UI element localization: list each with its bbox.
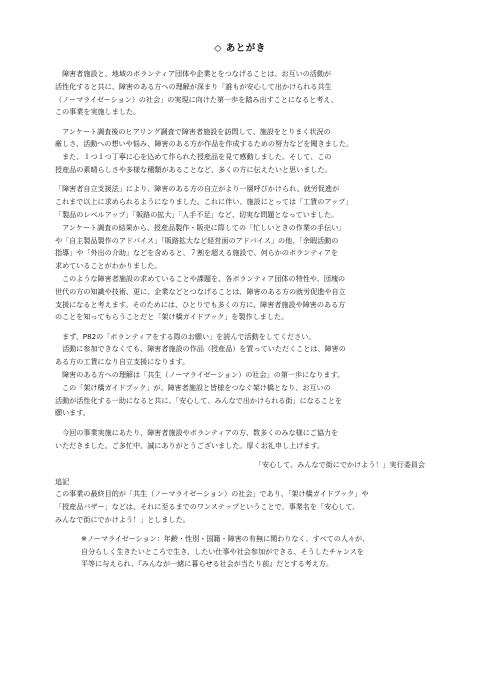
text-line: 活動に参加できなくても、障害者施設の作品（授産品）を買っていただくことは、障害の <box>55 344 346 354</box>
postscript <box>55 476 425 527</box>
text-line: みんなで街にでかけよう！」としました。 <box>55 515 190 524</box>
text-line: 支援になると考えます。そのためには、ひとりでも多くの方に、障害者施設や障害のある方 <box>55 299 346 309</box>
text-line: 「授産品バザー」などは、それに至るまでのワンステップということで、事業名を「安心して、 <box>55 502 360 512</box>
postscript-heading: 追記 <box>55 476 70 486</box>
text-line: 厳しさ、活動への想いや悩み、障害のある方が作品を作成するための努力などを聞きました。 <box>55 139 354 149</box>
text-line: ある方の工賃になり自立支援になります。 <box>55 357 190 367</box>
footnote <box>55 533 425 571</box>
text-line: アンケート調査の結果から、授産品製作・販売に際しての「忙しいときの作業の手伝い」 <box>55 222 346 232</box>
paragraph-3 <box>55 183 425 324</box>
text-line: 平等に与えられ、『みんなが一緒に暮らせる社会が当たり前』だとする考え方。 <box>81 559 334 569</box>
text-line: これまで以上に求められるようになりました。これに伴い、施設にとっては「工賃のアップ」 <box>55 197 353 207</box>
text-line: 授産品の素晴らしさや多様な種類があることなど、多くの方に伝えたいと思いました。 <box>55 165 332 175</box>
signature: 「安心して、みんなで街にでかけよう！」実行委員会 <box>254 459 425 469</box>
document-body <box>55 68 425 571</box>
text-line: アンケート調査後のヒアリング調査で障害者施設を訪問して、施設をとりまく状況の <box>55 126 331 136</box>
text-line: 指導」や「外出の介助」などを含めると、７割を超える施設で、何らかのボランティアを <box>55 248 339 258</box>
text-line: 「障害者自立支援法」により、障害のある方の自立がより一層呼びかけられ、就労促進が <box>55 184 340 194</box>
text-line: いただきました。ご多忙中、誠にありがとうございました。厚くお礼申し上げます。 <box>55 440 324 450</box>
paragraph-4 <box>55 331 425 421</box>
text-line: 自分らしく生きたいところで生き、したい仕事や社会参加ができる、そうしたチャンスを <box>81 546 364 556</box>
paragraph-5 <box>55 427 425 453</box>
text-line: のことを知ってもらうことだと「架け橋ガイドブック」を製作しました。 <box>55 312 289 322</box>
paragraph-1 <box>55 68 425 119</box>
text-line: この「架け橋ガイドブック」が、障害者施設と皆様をつなぐ架け橋となり、お互いの <box>55 382 331 392</box>
page-title: ◇ あとがき <box>214 43 266 54</box>
text-line: 世代の方の知識や技術、更に、企業などとつなげることは、障害のある方の就労促進や自立 <box>55 286 346 296</box>
text-line: 活性化すると共に、障害のある方への理解が深まり「誰もが安心して出かけられる共生 <box>55 81 332 91</box>
text-line: 願います。 <box>55 408 90 418</box>
text-line: まず、P82の「ボランティアをする際のお願い」を読んで活動をしてください。 <box>55 331 316 341</box>
text-line: また、１つ１つ丁寧に心を込めて作られた授産品を見て感動しました。そして、この <box>55 152 332 162</box>
text-line: （ノーマライゼーション）の社会」の実現に向けた第一歩を踏み出すことになると考え、 <box>55 94 338 104</box>
text-line: や「自主製品製作のアドバイス」「販路拡大など経営面のアドバイス」の他、「余暇活動の <box>55 235 339 245</box>
text-line: 求めていることがわかりました。 <box>55 261 162 271</box>
text-line: ※ノーマライゼーション：年齢・性別・国籍・障害の有無に関わりなく、すべての人々が、 <box>81 533 370 543</box>
text-line: この事業を実施しました。 <box>55 107 141 117</box>
text-line: 障害のある方への理解は「共生（ノーマライゼーション）の社会」の第一歩になります。 <box>55 370 345 380</box>
text-line: 活動が活性化する一助になると共に、「安心して、みんなで出かけられる街」になることを <box>55 395 343 405</box>
text-line: 今回の事業実施にあたり、障害者施設やボランティアの方、数多くのみな様にご協力を <box>55 427 339 437</box>
text-line: 障害者施設と、地域のボランティア団体や企業とをつなげることは、お互いの活動が <box>55 69 332 78</box>
text-line: 「製品のレベルアップ」「販路の拡大」「人手不足」など、切実な問題となっていました。 <box>55 209 339 219</box>
text-line: この事業の最終目的が「共生（ノーマライゼーション）の社会」であり、「架け橋ガイドブック」や <box>55 489 369 499</box>
paragraph-2 <box>55 126 425 177</box>
text-line: このような障害者施設の求めていることや課題を、各ボランティア団体の特性や、団塊の <box>55 273 346 283</box>
